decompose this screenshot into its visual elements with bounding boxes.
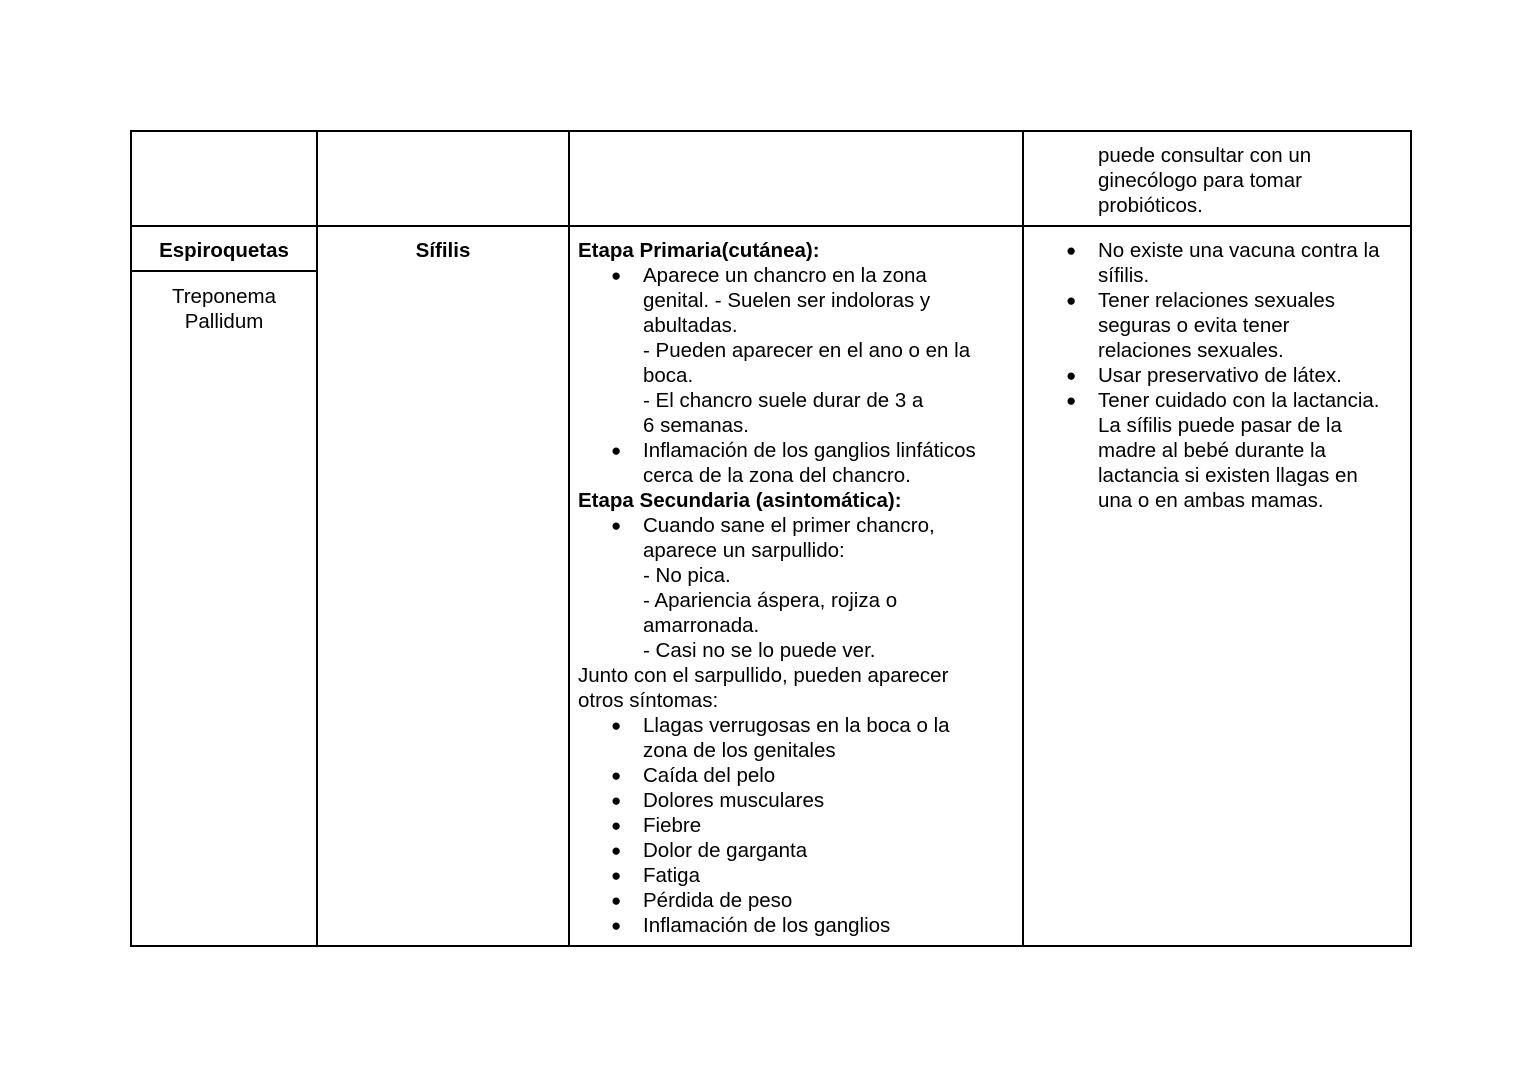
list-item-text: - No pica. [643, 564, 731, 587]
note-line: ginecólogo para tomar [1098, 169, 1302, 192]
note-line: probióticos. [1098, 194, 1203, 217]
bullet-icon: ● [611, 891, 622, 910]
list-item-text: Dolor de garganta [643, 839, 808, 862]
row-divider [132, 225, 1410, 227]
column-divider-3 [1022, 132, 1024, 945]
bacteria-species [132, 284, 316, 334]
paragraph [578, 663, 1018, 713]
bullet-icon: ● [1066, 291, 1077, 310]
list-item [1060, 363, 1408, 388]
bullet-icon: ● [1066, 366, 1077, 385]
list-item-text: La sífilis puede pasar de la [1098, 414, 1342, 437]
list-item-text: Fatiga [643, 864, 700, 887]
bullet-icon: ● [611, 791, 622, 810]
list-item [578, 263, 1018, 438]
list-item-text: Tener relaciones sexuales [1098, 289, 1336, 312]
list-item-text: amarronada. [643, 614, 760, 637]
disease-name: Sífilis [415, 239, 471, 262]
disease-table [130, 130, 1412, 947]
top-row-note [1098, 143, 1408, 218]
list-item-text: sífilis. [1098, 264, 1150, 287]
list-item-text: Inflamación de los ganglios linfáticos [643, 439, 976, 462]
list-item [578, 513, 1018, 663]
species-line: Pallidum [184, 310, 264, 333]
list-item-text: abultadas. [643, 314, 738, 337]
list-item [1060, 388, 1408, 513]
list-item-text: madre al bebé durante la [1098, 439, 1326, 462]
bullet-list [578, 713, 1018, 938]
bullet-icon: ● [1066, 241, 1077, 260]
list-item-text: Llagas verrugosas en la boca o la [643, 714, 950, 737]
list-item-text: Usar preservativo de látex. [1098, 364, 1342, 387]
list-item-text: 6 semanas. [643, 414, 749, 437]
list-item [578, 713, 1018, 763]
bullet-icon: ● [1066, 391, 1077, 410]
paragraph-line: otros síntomas: [578, 689, 719, 712]
list-item-text: - Apariencia áspera, rojiza o [643, 589, 898, 612]
list-item-text: boca. [643, 364, 694, 387]
bullet-icon: ● [611, 516, 622, 535]
list-item [1060, 238, 1408, 288]
bullet-icon: ● [611, 841, 622, 860]
list-item-text: Cuando sane el primer chancro, [643, 514, 935, 537]
list-item-text: Aparece un chancro en la zona [643, 264, 927, 287]
list-item [578, 913, 1018, 938]
list-item-text: Fiebre [643, 814, 702, 837]
list-item [578, 838, 1018, 863]
list-item-text: - El chancro suele durar de 3 a [643, 389, 924, 412]
list-item [578, 813, 1018, 838]
list-item-text: relaciones sexuales. [1098, 339, 1284, 362]
list-item-text: Caída del pelo [643, 764, 776, 787]
bullet-icon: ● [611, 716, 622, 735]
bullet-icon: ● [611, 916, 622, 935]
list-item-text: cerca de la zona del chancro. [643, 464, 911, 487]
bullet-icon: ● [611, 266, 622, 285]
bullet-icon: ● [611, 441, 622, 460]
list-item [578, 888, 1018, 913]
bullet-list [578, 263, 1018, 488]
list-item [578, 788, 1018, 813]
list-item-text: aparece un sarpullido: [643, 539, 845, 562]
list-item-text: Tener cuidado con la lactancia. [1098, 389, 1380, 412]
list-item-text: Dolores musculares [643, 789, 825, 812]
list-item-text: - Pueden aparecer en el ano o en la [643, 339, 971, 362]
species-line: Treponema [171, 285, 277, 308]
bullet-icon: ● [611, 766, 622, 785]
bullet-list [1060, 238, 1408, 513]
list-item [1060, 288, 1408, 363]
list-item-text: genital. - Suelen ser indoloras y [643, 289, 931, 312]
list-item-text: - Casi no se lo puede ver. [643, 639, 876, 662]
stage-heading: Etapa Secundaria (asintomática): [578, 489, 902, 512]
list-item [578, 438, 1018, 488]
list-item-text: No existe una vacuna contra la [1098, 239, 1380, 262]
stage-heading: Etapa Primaria(cutánea): [578, 239, 820, 262]
list-item [578, 763, 1018, 788]
paragraph-line: Junto con el sarpullido, pueden aparecer [578, 664, 949, 687]
list-item-text: Pérdida de peso [643, 889, 793, 912]
prevention-cell [1060, 238, 1408, 513]
bacteria-group: Espiroquetas [159, 239, 289, 262]
list-item-text: seguras o evita tener [1098, 314, 1290, 337]
group-species-divider [132, 270, 316, 272]
column-divider-2 [568, 132, 570, 945]
bullet-icon: ● [611, 816, 622, 835]
list-item-text: Inflamación de los ganglios [643, 914, 891, 937]
note-line: puede consultar con un [1098, 144, 1312, 167]
list-item [578, 863, 1018, 888]
symptoms-cell [578, 238, 1018, 938]
list-item-text: una o en ambas mamas. [1098, 489, 1324, 512]
bullet-icon: ● [611, 866, 622, 885]
list-item-text: zona de los genitales [643, 739, 836, 762]
bullet-list [578, 513, 1018, 663]
list-item-text: lactancia si existen llagas en [1098, 464, 1358, 487]
